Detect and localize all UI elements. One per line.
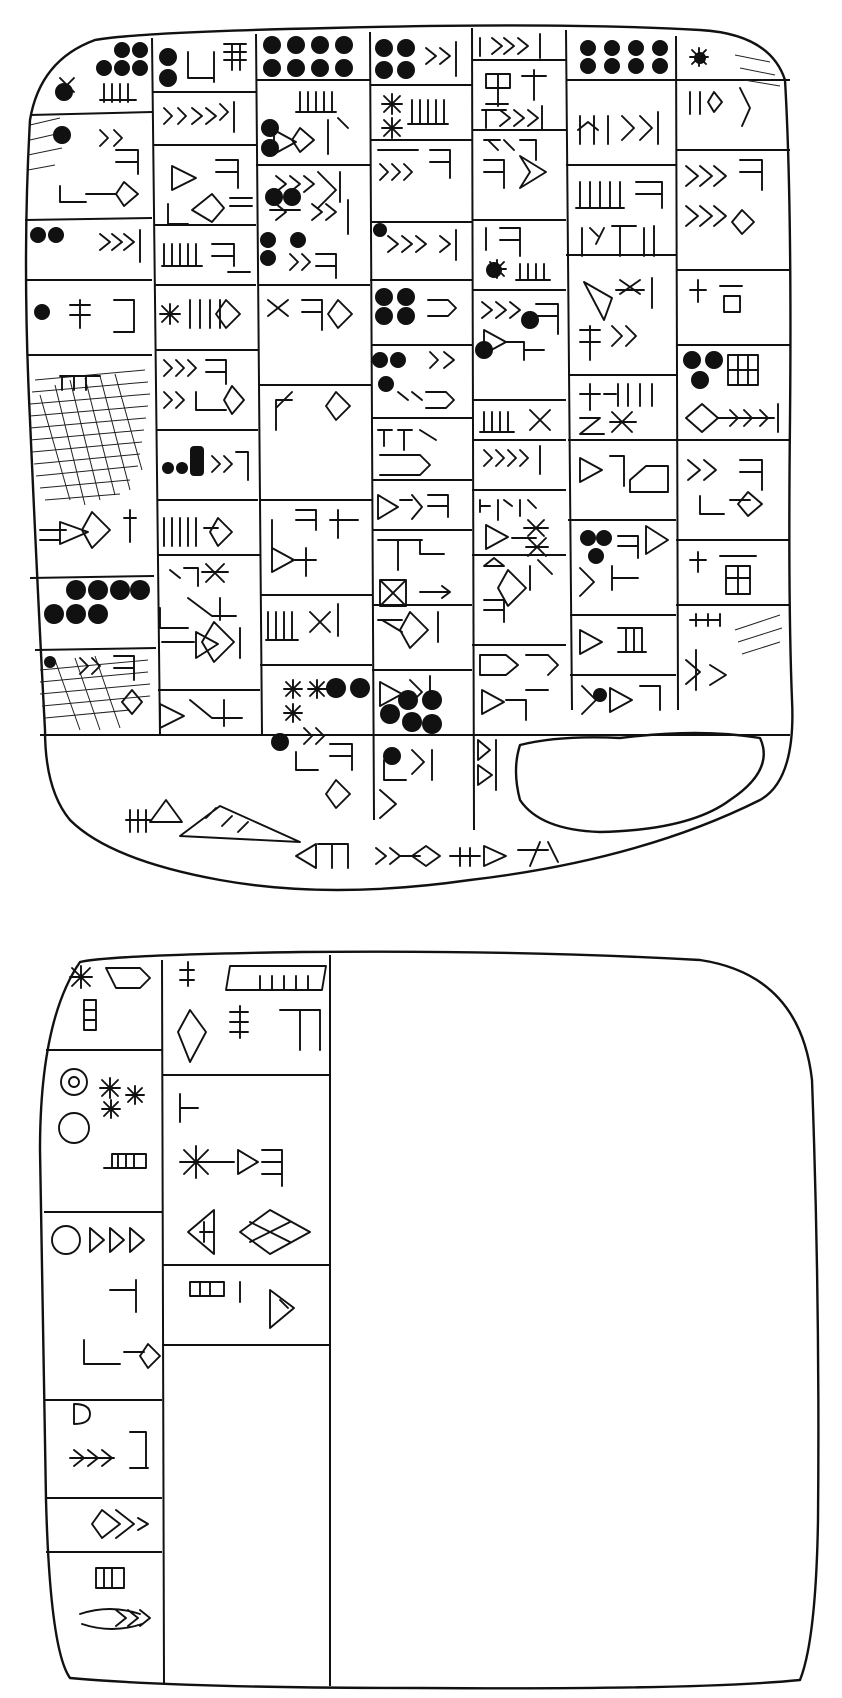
obverse-damage-hatching xyxy=(28,55,782,730)
obverse-bottom-edge-inscription xyxy=(126,800,558,868)
reverse-column-rules xyxy=(44,955,330,1686)
tablet-obverse xyxy=(25,25,792,890)
obverse-break-outline xyxy=(516,733,764,832)
obverse-row-rules xyxy=(25,60,790,735)
reverse-signs xyxy=(52,962,326,1629)
tablet-reverse xyxy=(40,952,818,1689)
obverse-column-rules xyxy=(40,28,790,830)
reverse-outline xyxy=(40,952,818,1689)
